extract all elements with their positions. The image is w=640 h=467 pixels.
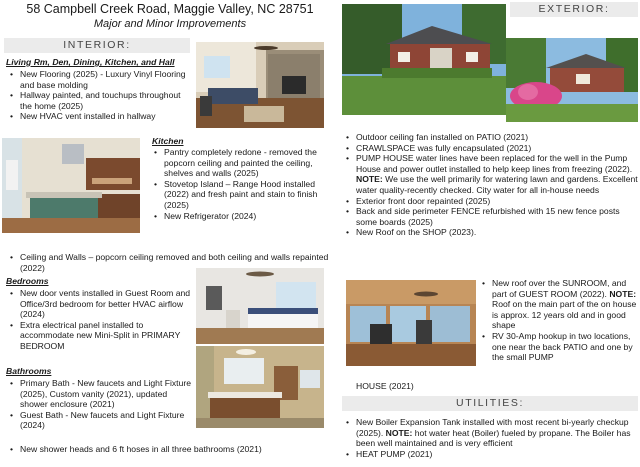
house-side-photo (506, 38, 638, 122)
list-item: • Exterior front door repainted (2025) (342, 196, 638, 207)
list-item: • Extra electrical panel installed to accommodate new Mini-Split in PRIMARY BEDROOM (6, 320, 194, 352)
list-item: • Ceiling and Walls – popcorn ceiling removed and both ceiling and walls repainted (2022) (6, 252, 338, 273)
list-item: • Guest Bath - New faucets and Light Fixture (2024) (6, 410, 194, 431)
exterior-list (342, 132, 638, 238)
living-areas-list (6, 69, 194, 122)
utilities-heading: UTILITIES: (342, 396, 638, 411)
list-item: • New shower heads and 6 ft hoses in all three bathrooms (2021) (6, 444, 338, 455)
utilities-list (342, 417, 638, 459)
bathroom-photo (196, 346, 324, 428)
bedroom-photo (196, 268, 324, 344)
list-item: • New roof over the SUNROOM, and part of GUEST ROOM (2022). NOTE: Roof on the main part of the on house is approx. 12 years old and in good shape (478, 278, 638, 331)
kitchen-list (150, 147, 334, 221)
list-item: • Pantry completely redone - removed the popcorn ceiling and painted the ceiling, shelves and walls (2025) (150, 147, 334, 179)
list-item: • PUMP HOUSE water lines have been replaced for the well in the Pump House and power outlet installed to help keep lines from freezing (2022). NOTE: We use the well primarily for watering lawn and gardens. Excellent water quality-recently checked. City water for all in-house needs (342, 153, 638, 195)
page-subtitle: Major and Minor Improvements (93, 18, 247, 30)
kitchen-title: Kitchen (152, 136, 184, 146)
note-label: NOTE: (385, 427, 413, 438)
note-label: NOTE: (356, 174, 383, 185)
exterior-heading: EXTERIOR: (510, 2, 638, 17)
house-front-photo (342, 4, 506, 115)
list-item: • Back and side perimeter FENCE refurbished with 15 new fence posts some boards (2025) (342, 206, 638, 227)
sunroom-photo (346, 280, 476, 366)
shower-list (6, 444, 338, 455)
bathrooms-title: Bathrooms (6, 366, 52, 376)
list-item: • New Refrigerator (2024) (150, 211, 334, 222)
list-item: • New door vents installed in Guest Room and Office/3rd bedroom for better HVAC airflow (2024) (6, 288, 194, 320)
list-item: • Outdoor ceiling fan installed on PATIO (2021) (342, 132, 638, 143)
list-item: • New HVAC vent installed in hallway (6, 111, 194, 122)
list-item: • CRAWLSPACE was fully encapsulated (2021) (342, 143, 638, 154)
list-item: • Stovetop Island – Range Hood installed (2022) and fresh paint and stain to finish (2025) (150, 179, 334, 211)
list-item: • New Flooring (2025) - Luxury Vinyl Flooring and base molding (6, 69, 194, 90)
bathrooms-list (6, 378, 194, 431)
living-areas-title: Living Rm, Den, Dining, Kitchen, and Hall (6, 57, 175, 67)
list-item: • HEAT PUMP (2021) (342, 449, 638, 460)
list-item: • Hallway painted, and touchups throughout the home (2025) (6, 90, 194, 111)
interior-heading: INTERIOR: (4, 38, 190, 53)
list-item: • New Boiler Expansion Tank installed with most recent bi-yearly checkup (2025). NOTE: hot water heat (Boiler) fueled by propane. The Boiler has been well maintained and is very efficient (342, 417, 638, 449)
bedrooms-title: Bedrooms (6, 276, 49, 286)
property-address: 58 Campbell Creek Road, Maggie Valley, NC 28751 (26, 2, 314, 16)
list-item: • RV 30-Amp hookup in two locations, one near the back PATIO and one by the small PUMP (478, 331, 638, 363)
living-room-photo (196, 42, 324, 128)
kitchen-photo (2, 138, 140, 233)
note-label: NOTE: (609, 288, 637, 299)
list-item: • Primary Bath - New faucets and Light Fixture (2025), Custom vanity (2021), updated shower enclosure (2021) (6, 378, 194, 410)
exterior-overflow-text: HOUSE (2021) (356, 381, 414, 391)
list-item: • New Roof on the SHOP (2023). (342, 227, 638, 238)
bedrooms-list (6, 288, 194, 352)
exterior-side-list (478, 278, 638, 363)
